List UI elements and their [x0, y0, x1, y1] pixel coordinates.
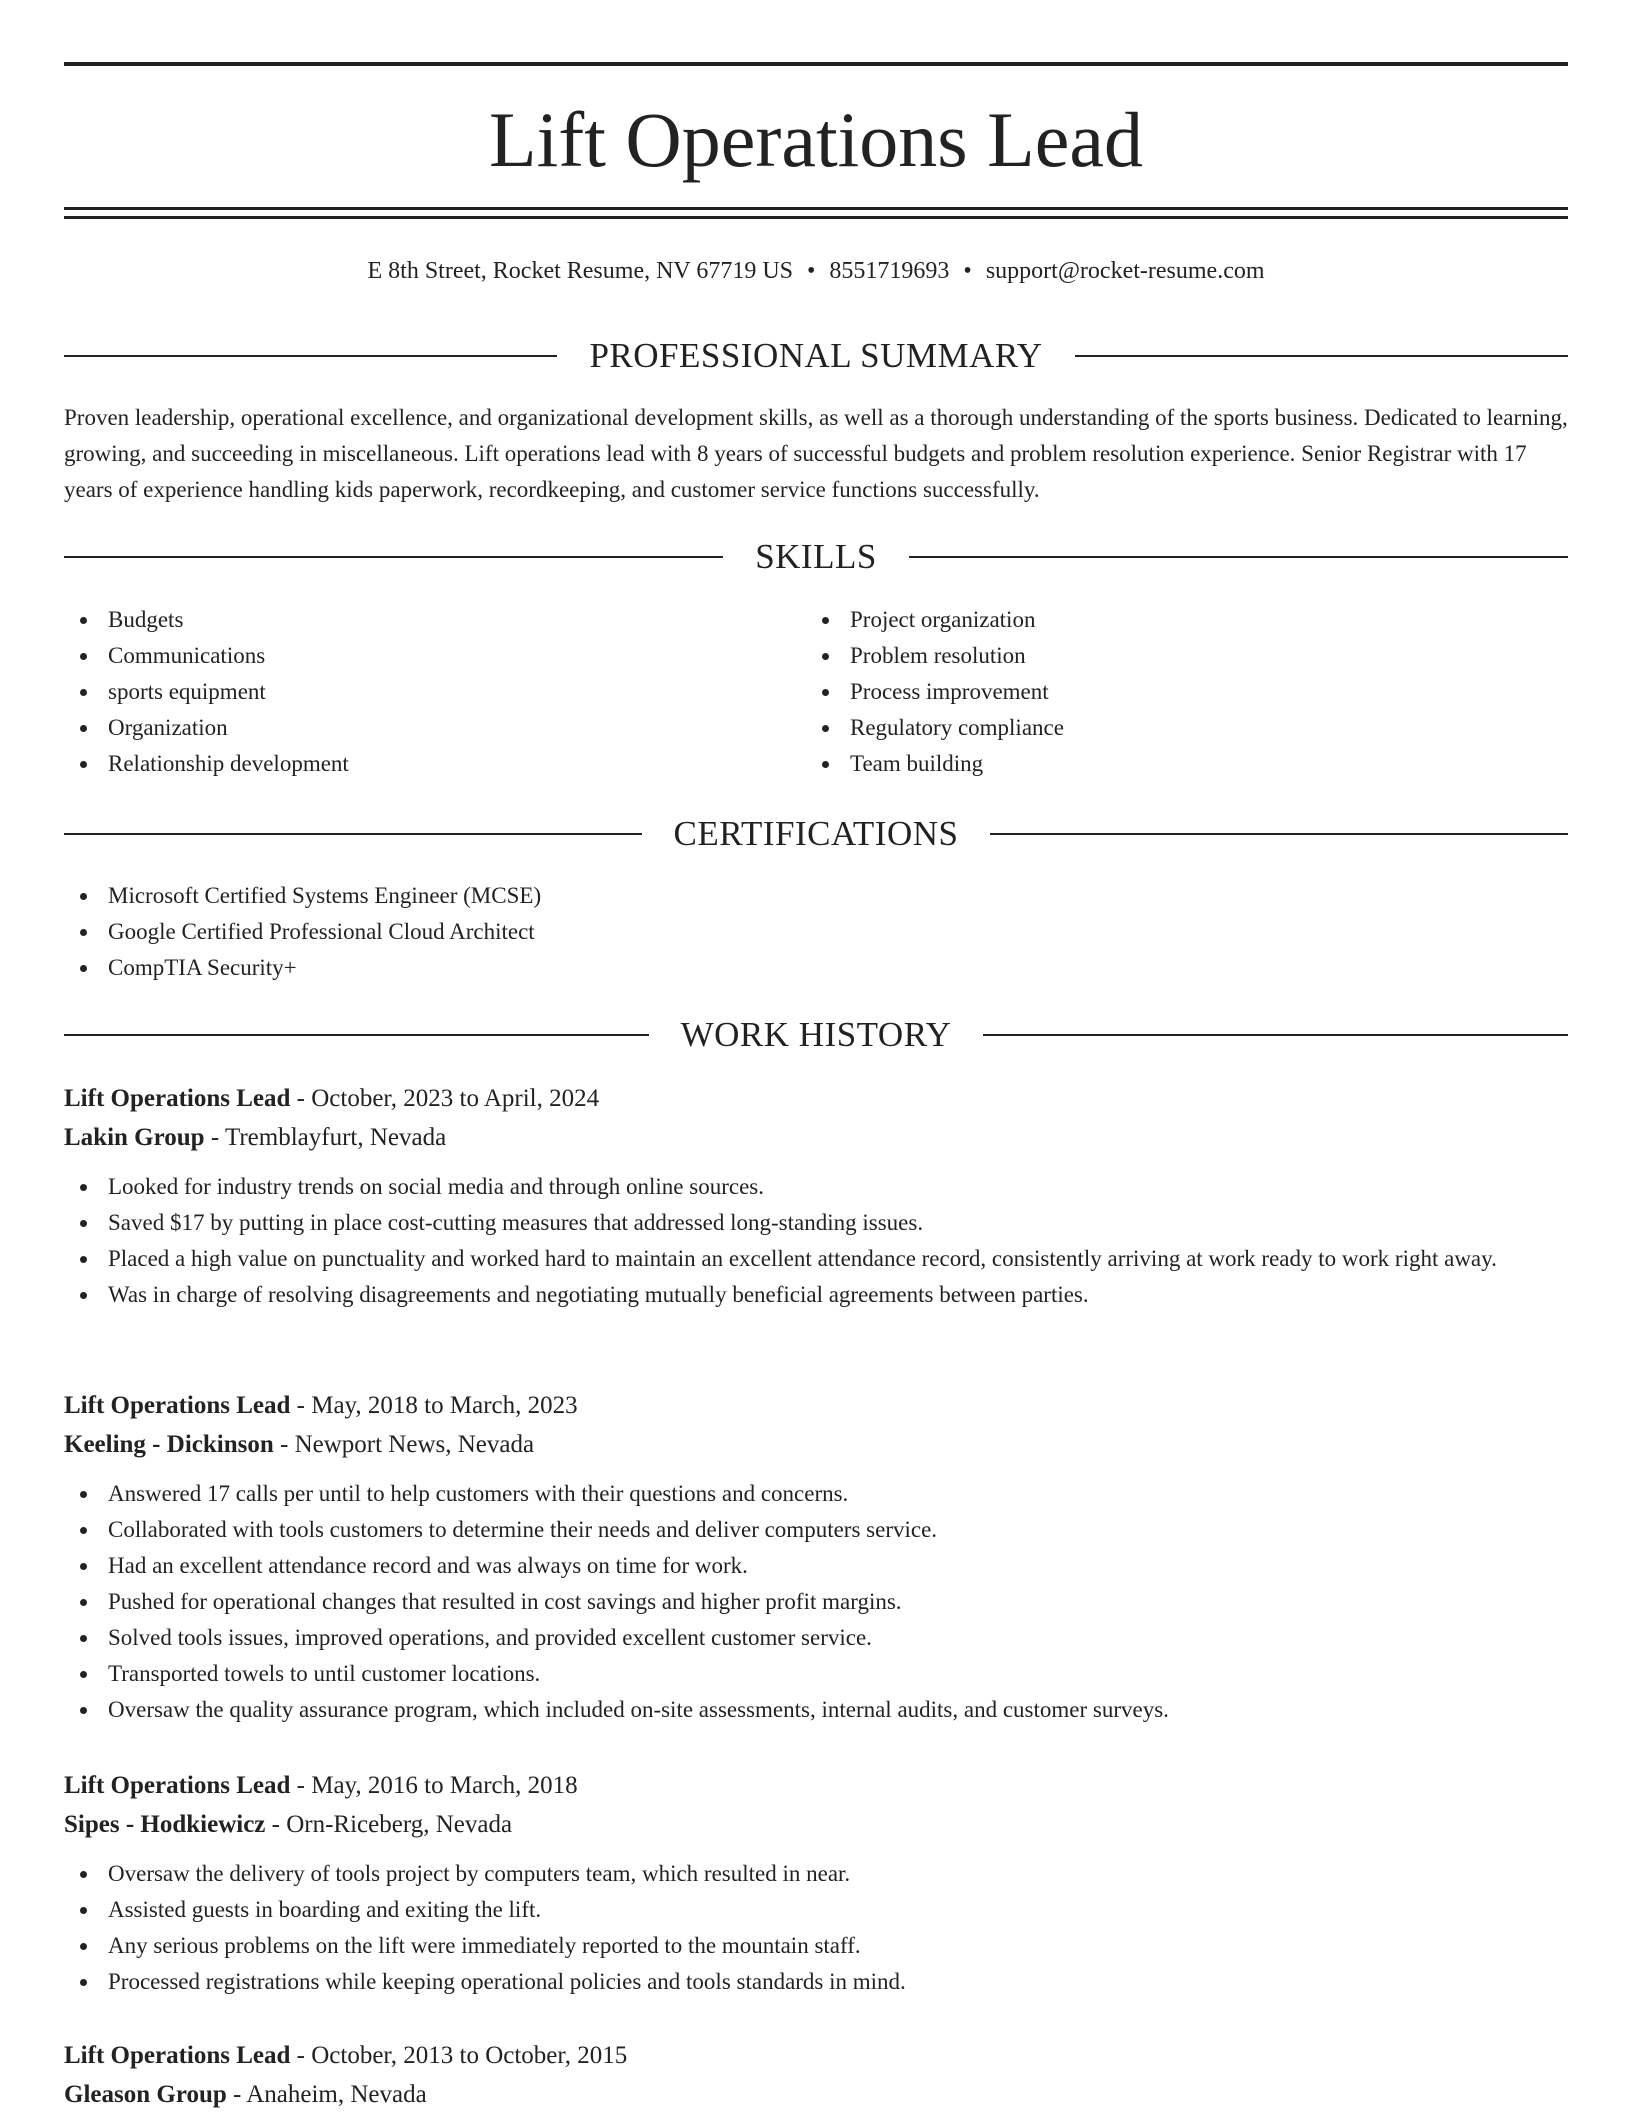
certifications-list — [64, 878, 1568, 986]
job-title: Lift Operations Lead — [64, 1392, 291, 1419]
heading-rule — [983, 1034, 1568, 1036]
top-rule — [64, 62, 1568, 66]
certifications-block — [64, 878, 1568, 986]
job-bullet: Looked for industry trends on social media and through online sources. — [64, 1169, 1568, 1205]
section-heading-work-history — [64, 1013, 1568, 1057]
job-company-line — [64, 1426, 1568, 1464]
job-dates: - October, 2013 to October, 2015 — [290, 2042, 628, 2069]
job-company-line — [64, 2076, 1568, 2114]
section-heading-label: PROFESSIONAL SUMMARY — [589, 336, 1043, 375]
job-entry — [64, 1080, 1568, 1313]
certification-item: CompTIA Security+ — [64, 950, 1568, 986]
skill-item: Process improvement — [806, 674, 1526, 710]
job-company-line — [64, 1806, 1568, 1844]
title-rule-lower — [64, 216, 1568, 219]
job-bullet: Oversaw the delivery of tools project by computers team, which resulted in near. — [64, 1856, 1568, 1892]
job-company: Gleason Group — [64, 2081, 227, 2108]
job-bullet: Transported towels to until customer locations. — [64, 1656, 1568, 1692]
job-location: - Newport News, Nevada — [273, 1431, 535, 1458]
job-entry — [64, 1387, 1568, 1728]
heading-rule — [909, 556, 1568, 558]
job-bullet: Assisted guests in boarding and exiting the lift. — [64, 1892, 1568, 1928]
section-heading-summary — [64, 334, 1568, 378]
certification-item: Google Certified Professional Cloud Architect — [64, 914, 1568, 950]
title-rule-upper — [64, 207, 1568, 210]
section-heading-certifications — [64, 812, 1568, 856]
job-bullet: Saved $17 by putting in place cost-cutting measures that addressed long-standing issues. — [64, 1205, 1568, 1241]
job-company: Keeling - Dickinson — [64, 1431, 274, 1458]
certification-item: Microsoft Certified Systems Engineer (MCSE) — [64, 878, 1568, 914]
section-heading-skills — [64, 535, 1568, 579]
contact-address: E 8th Street, Rocket Resume, NV 67719 US — [367, 258, 794, 284]
contact-separator: • — [963, 258, 972, 284]
skill-item: Regulatory compliance — [806, 710, 1526, 746]
job-title-line — [64, 1767, 1568, 1805]
contact-line — [64, 254, 1568, 288]
job-bullets — [64, 1856, 1568, 2000]
section-heading-label: WORK HISTORY — [680, 1015, 952, 1054]
section-heading-label: CERTIFICATIONS — [673, 814, 959, 853]
heading-rule — [64, 833, 642, 835]
job-title: Lift Operations Lead — [64, 1085, 291, 1112]
job-entry — [64, 2037, 1568, 2114]
job-bullet: Pushed for operational changes that resulted in cost savings and higher profit margins. — [64, 1584, 1568, 1620]
job-company-line — [64, 1119, 1568, 1157]
heading-rule — [1075, 355, 1568, 357]
job-bullets — [64, 1476, 1568, 1728]
heading-rule — [990, 833, 1568, 835]
job-bullet: Answered 17 calls per until to help customers with their questions and concerns. — [64, 1476, 1568, 1512]
skill-item: Project organization — [806, 602, 1526, 638]
job-title-line — [64, 1080, 1568, 1118]
skill-item: Communications — [64, 638, 784, 674]
job-bullet: Placed a high value on punctuality and worked hard to maintain an excellent attendance record, consistently arriving at work ready to work right away. — [64, 1241, 1568, 1277]
job-company: Lakin Group — [64, 1124, 205, 1151]
job-location: - Orn-Riceberg, Nevada — [265, 1811, 513, 1838]
skills-column-right — [806, 602, 1526, 782]
contact-phone: 8551719693 — [829, 258, 950, 284]
job-bullet: Processed registrations while keeping operational policies and tools standards in mind. — [64, 1964, 1568, 2000]
skill-item: Problem resolution — [806, 638, 1526, 674]
job-dates: - May, 2016 to March, 2018 — [290, 1772, 578, 1799]
summary-text: Proven leadership, operational excellence, and organizational development skills, as well as a thorough understanding of the sports business. Dedicated to learning, growing, and succeeding in miscellaneous. Lift operations lead with 8 years of successful budgets and problem resolution experience. Senior Registrar with 17 years of experience handling kids paperwork, recordkeeping, and customer service functions successfully. — [64, 405, 1568, 502]
heading-rule — [64, 355, 557, 357]
contact-separator: • — [807, 258, 816, 284]
job-location: - Anaheim, Nevada — [226, 2081, 427, 2108]
job-location: - Tremblayfurt, Nevada — [204, 1124, 447, 1151]
job-bullet: Collaborated with tools customers to determine their needs and deliver computers service. — [64, 1512, 1568, 1548]
heading-rule — [64, 556, 723, 558]
job-title: Lift Operations Lead — [64, 1772, 291, 1799]
job-company: Sipes - Hodkiewicz — [64, 1811, 266, 1838]
skill-item: sports equipment — [64, 674, 784, 710]
contact-email: support@rocket-resume.com — [985, 258, 1265, 284]
job-title-line — [64, 2037, 1568, 2075]
skill-item: Relationship development — [64, 746, 784, 782]
resume-title: Lift Operations Lead — [488, 96, 1144, 183]
job-bullet: Any serious problems on the lift were immediately reported to the mountain staff. — [64, 1928, 1568, 1964]
job-entry — [64, 1767, 1568, 2000]
job-bullet: Solved tools issues, improved operations, and provided excellent customer service. — [64, 1620, 1568, 1656]
skills-column-left — [64, 602, 784, 782]
job-bullets — [64, 1169, 1568, 1313]
section-heading-label: SKILLS — [755, 537, 877, 576]
job-bullet: Oversaw the quality assurance program, which included on-site assessments, internal audits, and customer surveys. — [64, 1692, 1568, 1728]
skills-list-right — [806, 602, 1526, 782]
job-dates: - May, 2018 to March, 2023 — [290, 1392, 578, 1419]
job-dates: - October, 2023 to April, 2024 — [290, 1085, 600, 1112]
job-title-line — [64, 1387, 1568, 1425]
skills-list-left — [64, 602, 784, 782]
skill-item: Team building — [806, 746, 1526, 782]
heading-rule — [64, 1034, 649, 1036]
job-bullet: Had an excellent attendance record and was always on time for work. — [64, 1548, 1568, 1584]
job-bullet: Was in charge of resolving disagreements and negotiating mutually beneficial agreements between parties. — [64, 1277, 1568, 1313]
job-title: Lift Operations Lead — [64, 2042, 291, 2069]
skill-item: Organization — [64, 710, 784, 746]
skill-item: Budgets — [64, 602, 784, 638]
